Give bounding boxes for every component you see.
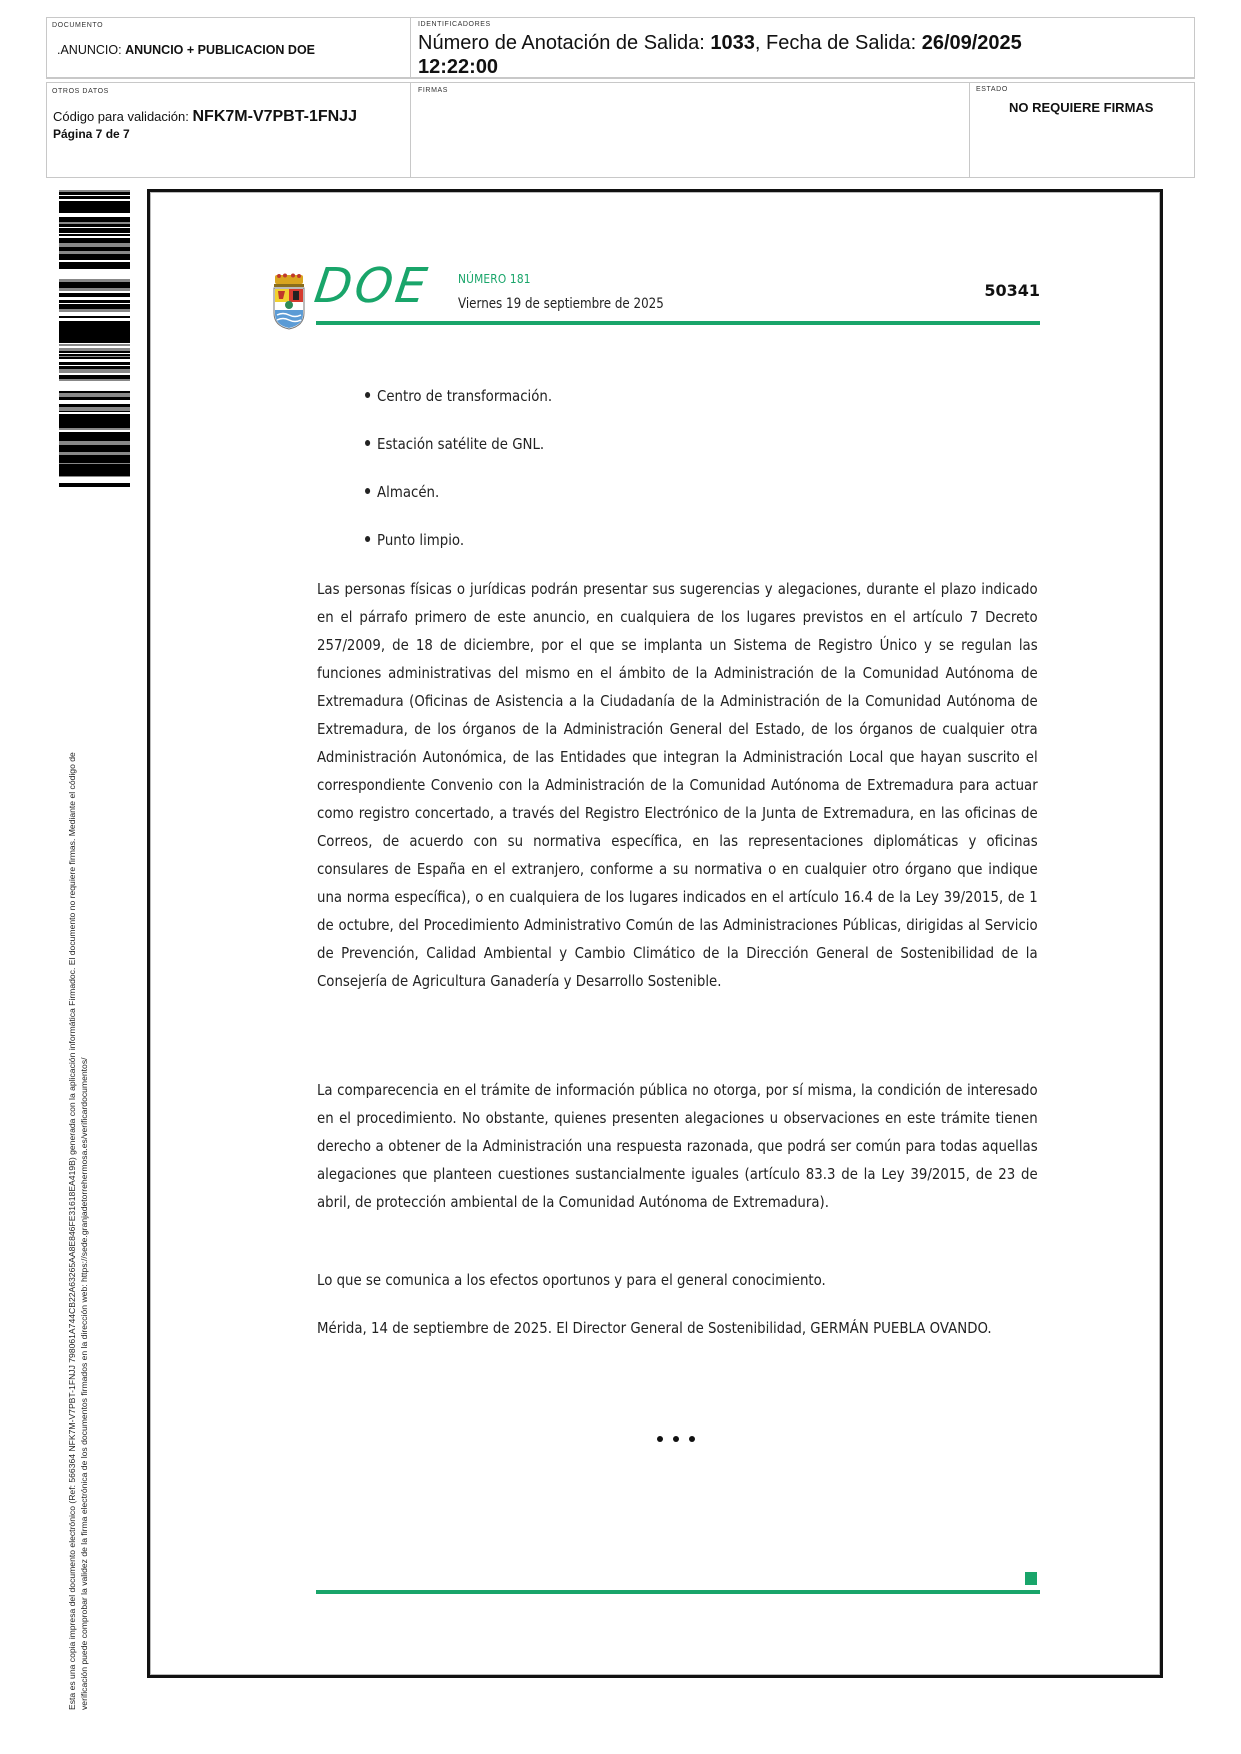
- issue-number: NÚMERO 181: [458, 271, 531, 286]
- fecha-salida-label: , Fecha de Salida:: [754, 32, 917, 54]
- bullet-icon: [365, 440, 370, 446]
- identificadores-value: [418, 31, 1022, 79]
- paragraph-comunica: Lo que se comunica a los efectos oportunos y para el general conocimiento.: [317, 1271, 826, 1289]
- bullet-icon: [365, 488, 370, 494]
- list-item: Almacén.: [365, 481, 552, 529]
- estado-cell: [969, 82, 1195, 178]
- list-item: Estación satélite de GNL.: [365, 433, 552, 481]
- fecha-salida-time: 12:22:00: [418, 56, 499, 78]
- ellipsis-separator: [657, 1436, 695, 1442]
- estado-value: NO REQUIERE FIRMAS: [1009, 100, 1154, 115]
- validation-code-label: Código para validación:: [53, 109, 189, 124]
- paragraph-comparecencia: La comparecencia en el trámite de información pública no otorga, por sí misma, la condición de interesado en el procedimiento. No obstante, quienes presenten alegaciones u observaciones en este trámite tienen derecho a obtener de la Administración una respuesta razonada, que podrá ser común para todas aquellas alegaciones que planteen cuestiones sustancialmente iguales (artículo 83.3 de la Ley 39/2015, de 23 de abril, de protección ambiental de la Comunidad Autónoma de Extremadura).: [317, 1081, 1038, 1211]
- validation-code-value: NFK7M-V7PBT-1FNJJ: [192, 108, 357, 125]
- list-item: Centro de transformación.: [365, 385, 552, 433]
- identificadores-label: IDENTIFICADORES: [418, 21, 491, 28]
- identificadores-cell: [410, 17, 1195, 78]
- documento-label: DOCUMENTO: [52, 22, 104, 29]
- footer-rule: [316, 1590, 1040, 1594]
- page-number: 50341: [984, 281, 1040, 300]
- doe-logo: DOE: [311, 258, 434, 314]
- header-divider: [46, 78, 1195, 79]
- end-marker-icon: [1025, 1572, 1037, 1585]
- list-item: Punto limpio.: [365, 529, 552, 577]
- anotacion-label: Número de Anotación de Salida:: [418, 32, 705, 54]
- documento-cell: [46, 17, 411, 78]
- documento-prefix: .ANUNCIO:: [57, 43, 122, 57]
- verification-side-text: [66, 540, 90, 1710]
- bullet-icon: [365, 536, 370, 542]
- otros-datos-cell: [46, 82, 411, 178]
- firmas-label: FIRMAS: [418, 87, 449, 94]
- dot-icon: [673, 1436, 679, 1442]
- dot-icon: [689, 1436, 695, 1442]
- issue-date: Viernes 19 de septiembre de 2025: [458, 296, 664, 312]
- otros-datos-label: OTROS DATOS: [52, 88, 109, 95]
- documento-type: ANUNCIO + PUBLICACION DOE: [125, 43, 316, 57]
- dot-icon: [657, 1436, 663, 1442]
- paragraph-signature: Mérida, 14 de septiembre de 2025. El Director General de Sostenibilidad, GERMÁN PUEBLA OVANDO.: [317, 1319, 992, 1337]
- estado-label: ESTADO: [976, 86, 1008, 93]
- coat-of-arms-icon: [271, 273, 307, 330]
- barcode-icon: [59, 190, 130, 487]
- facility-list: [365, 385, 583, 577]
- page-count: Página 7 de 7: [53, 127, 130, 141]
- side-text-line-2: verificación puede comprobar la validez de la firma electrónica de los documentos firmados en la dirección web: https://sede.granjadetorrehermosa.es/verificardocumentos/: [79, 1057, 89, 1710]
- documento-value: [57, 43, 315, 57]
- side-text-line-1: Esta es una copia impresa del documento electrónico (Ref: 566364 NFK7M-V7PBT-1FNJJ 798061A744CB22A63265AA8E846FE31618EA419B) generada con la aplicación informática Firmadoc. El documento no requiere firmas. Mediante el código de: [67, 752, 77, 1710]
- anotacion-number: 1033: [710, 32, 755, 54]
- bullet-icon: [365, 392, 370, 398]
- firmas-cell: [410, 82, 970, 178]
- header-rule: [316, 321, 1040, 325]
- validation-code: [53, 108, 357, 126]
- paragraph-alegaciones: Las personas físicas o jurídicas podrán presentar sus sugerencias y alegaciones, durante el plazo indicado en el párrafo primero de este anuncio, en cualquiera de los lugares previstos en el artículo 7 Decreto 257/2009, de 18 de diciembre, por el que se implanta un Sistema de Registro Único y se regulan las funciones administrativas del mismo en el ámbito de la Administración de la Comunidad Autónoma de Extremadura (Oficinas de Asistencia a la Ciudadanía de la Administración de la Comunidad Autónoma de Extremadura, de los órganos de la Administración General del Estado, de los órganos de cualquier otra Administración Autonómica, de las Entidades que integran la Administración Local que hayan suscrito el correspondiente Convenio con la Administración de la Comunidad Autónoma de Extremadura para actuar como registro concertado, a través del Registro Electrónico de la Junta de Extremadura, en las oficinas de Correos, de acuerdo con su normativa específica, en las representaciones diplomáticas y oficinas consulares de España en el extranjero, conforme a su normativa o en cualquier otro órgano que indique una norma específica), o en cualquiera de los lugares indicados en el artículo 16.4 de la Ley 39/2015, de 1 de octubre, del Procedimiento Administrativo Común de las Administraciones Públicas, dirigidas al Servicio de Prevención, Calidad Ambiental y Cambio Climático de la Dirección General de Sostenibilidad de la Consejería de Agricultura Ganadería y Desarrollo Sostenible.: [317, 580, 1038, 990]
- fecha-salida-date: 26/09/2025: [921, 32, 1022, 54]
